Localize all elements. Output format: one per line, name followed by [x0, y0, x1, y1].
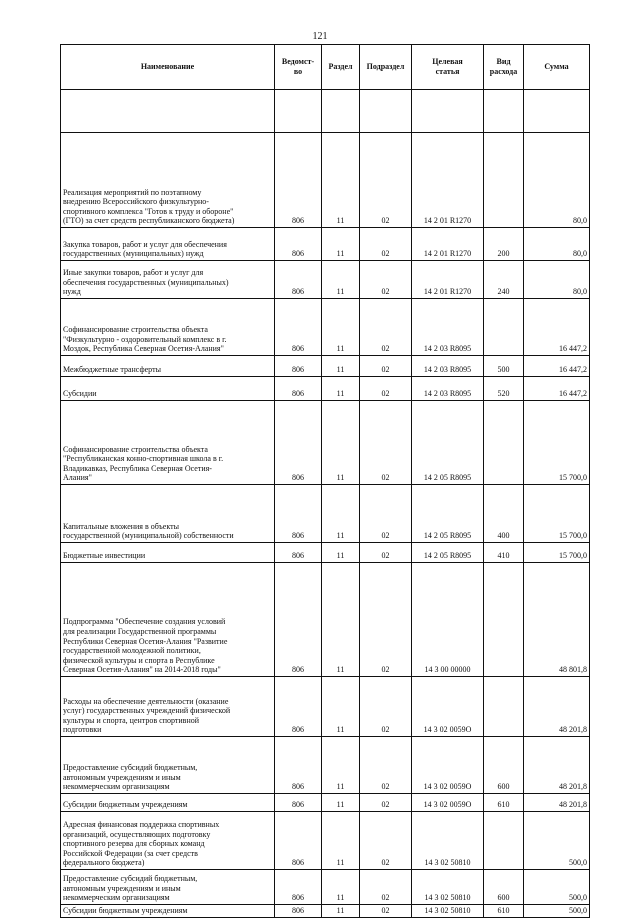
table-row: [61, 356, 590, 377]
row-subsection: 02: [360, 356, 412, 377]
row-department: 806: [275, 299, 322, 356]
row-name: Реализация мероприятий по поэтапному внедрению Всероссийского физкультурно- спортивного комплекса "Готов к труду и обороне" (ГТО) за счет средств республиканского бюджета): [61, 133, 275, 228]
row-department: 806: [275, 377, 322, 401]
row-subsection: 02: [360, 812, 412, 870]
row-amount: 16 447,2: [524, 299, 590, 356]
row-subsection: 02: [360, 228, 412, 261]
row-subsection: 02: [360, 261, 412, 299]
table-row: [61, 812, 590, 870]
row-target: 14 2 05 R8095: [412, 485, 484, 543]
row-section: 11: [322, 485, 360, 543]
row-department: 806: [275, 794, 322, 812]
header-amount: Сумма: [524, 45, 590, 90]
row-department: 806: [275, 401, 322, 485]
table-row: [61, 377, 590, 401]
row-expense-type: 200: [484, 228, 524, 261]
row-subsection: 02: [360, 485, 412, 543]
row-name: Предоставление субсидий бюджетным, автономным учреждениям и иным некоммерческим организациям: [61, 870, 275, 905]
row-target: 14 2 03 R8095: [412, 299, 484, 356]
table-header-row: [61, 45, 590, 90]
table-row: [61, 401, 590, 485]
row-department: 806: [275, 677, 322, 737]
row-subsection: 02: [360, 905, 412, 918]
table-row: [61, 228, 590, 261]
table-row: [61, 299, 590, 356]
row-name: Софинансирование строительства объекта "Республиканская конно-спортивная школа в г. Владикавказ, Республика Северная Осетия- Алания": [61, 401, 275, 485]
row-department: 806: [275, 261, 322, 299]
row-name: Субсидии: [61, 377, 275, 401]
row-amount: 15 700,0: [524, 543, 590, 563]
row-expense-type: 500: [484, 356, 524, 377]
row-expense-type: 610: [484, 794, 524, 812]
row-amount: 80,0: [524, 228, 590, 261]
table-row: [61, 133, 590, 228]
row-expense-type: [484, 299, 524, 356]
row-amount: 500,0: [524, 870, 590, 905]
row-target: 14 2 01 R1270: [412, 261, 484, 299]
spacer-row: [61, 90, 590, 133]
row-expense-type: [484, 677, 524, 737]
table-row: [61, 677, 590, 737]
row-expense-type: 600: [484, 870, 524, 905]
budget-table: [60, 44, 590, 918]
row-amount: 48 201,8: [524, 737, 590, 794]
header-department: Ведомст- во: [275, 45, 322, 90]
row-department: 806: [275, 870, 322, 905]
table-row: [61, 905, 590, 918]
row-amount: 15 700,0: [524, 485, 590, 543]
row-section: 11: [322, 794, 360, 812]
row-department: 806: [275, 485, 322, 543]
table-row: [61, 543, 590, 563]
row-department: 806: [275, 737, 322, 794]
row-amount: 48 201,8: [524, 677, 590, 737]
row-target: 14 2 01 R1270: [412, 228, 484, 261]
row-subsection: 02: [360, 401, 412, 485]
row-expense-type: 610: [484, 905, 524, 918]
row-target: 14 3 02 0059О: [412, 737, 484, 794]
row-expense-type: [484, 133, 524, 228]
row-name: Закупка товаров, работ и услуг для обеспечения государственных (муниципальных) нужд: [61, 228, 275, 261]
row-amount: 80,0: [524, 133, 590, 228]
table-row: [61, 737, 590, 794]
row-target: 14 2 03 R8095: [412, 377, 484, 401]
row-department: 806: [275, 228, 322, 261]
table-row: [61, 261, 590, 299]
row-expense-type: 400: [484, 485, 524, 543]
row-target: 14 3 02 50810: [412, 870, 484, 905]
row-amount: 500,0: [524, 812, 590, 870]
row-section: 11: [322, 563, 360, 677]
row-expense-type: 410: [484, 543, 524, 563]
row-amount: 15 700,0: [524, 401, 590, 485]
row-section: 11: [322, 356, 360, 377]
row-section: 11: [322, 133, 360, 228]
row-section: 11: [322, 870, 360, 905]
row-target: 14 3 02 50810: [412, 812, 484, 870]
row-expense-type: 600: [484, 737, 524, 794]
row-expense-type: 240: [484, 261, 524, 299]
row-amount: 48 801,8: [524, 563, 590, 677]
row-department: 806: [275, 905, 322, 918]
row-section: 11: [322, 905, 360, 918]
table-body: [61, 90, 590, 918]
table-row: [61, 563, 590, 677]
row-section: 11: [322, 228, 360, 261]
row-target: 14 3 02 0059О: [412, 794, 484, 812]
row-expense-type: [484, 563, 524, 677]
row-name: Иные закупки товаров, работ и услуг для обеспечения государственных (муниципальных) нужд: [61, 261, 275, 299]
row-department: 806: [275, 133, 322, 228]
row-expense-type: [484, 401, 524, 485]
row-department: 806: [275, 356, 322, 377]
row-section: 11: [322, 401, 360, 485]
row-target: 14 3 00 00000: [412, 563, 484, 677]
row-expense-type: 520: [484, 377, 524, 401]
row-subsection: 02: [360, 543, 412, 563]
row-department: 806: [275, 543, 322, 563]
row-name: Предоставление субсидий бюджетным, автономным учреждениям и иным некоммерческим организациям: [61, 737, 275, 794]
row-name: Субсидии бюджетным учреждениям: [61, 794, 275, 812]
row-amount: 500,0: [524, 905, 590, 918]
row-department: 806: [275, 812, 322, 870]
row-section: 11: [322, 543, 360, 563]
row-section: 11: [322, 677, 360, 737]
page-number: 121: [312, 31, 328, 42]
row-target: 14 3 02 50810: [412, 905, 484, 918]
header-name: Наименование: [61, 45, 275, 90]
row-name: Подпрограмма "Обеспечение создания условий для реализации Государственной программы Республики Северная Осетия-Алания "Развитие государственной молодежной политики, физической культуры и спорта в Республике Северная Осетия-Алания" на 2014-2018 годы": [61, 563, 275, 677]
row-amount: 80,0: [524, 261, 590, 299]
row-target: 14 2 05 R8095: [412, 401, 484, 485]
row-name: Бюджетные инвестиции: [61, 543, 275, 563]
row-section: 11: [322, 737, 360, 794]
row-name: Расходы на обеспечение деятельности (оказание услуг) государственных учреждений физической культуры и спорта, центров спортивной подготовки: [61, 677, 275, 737]
row-amount: 16 447,2: [524, 356, 590, 377]
row-section: 11: [322, 812, 360, 870]
row-subsection: 02: [360, 737, 412, 794]
table-row: [61, 485, 590, 543]
row-expense-type: [484, 812, 524, 870]
row-subsection: 02: [360, 133, 412, 228]
header-section: Раздел: [322, 45, 360, 90]
table-row: [61, 794, 590, 812]
row-name: Межбюджетные трансферты: [61, 356, 275, 377]
row-subsection: 02: [360, 377, 412, 401]
row-name: Субсидии бюджетным учреждениям: [61, 905, 275, 918]
row-subsection: 02: [360, 677, 412, 737]
row-target: 14 2 03 R8095: [412, 356, 484, 377]
row-section: 11: [322, 261, 360, 299]
row-target: 14 3 02 0059О: [412, 677, 484, 737]
row-section: 11: [322, 299, 360, 356]
row-subsection: 02: [360, 563, 412, 677]
row-subsection: 02: [360, 870, 412, 905]
header-subsection: Подраздел: [360, 45, 412, 90]
row-amount: 16 447,2: [524, 377, 590, 401]
row-target: 14 2 05 R8095: [412, 543, 484, 563]
table-row: [61, 870, 590, 905]
header-target: Целевая статья: [412, 45, 484, 90]
row-name: Капитальные вложения в объекты государственной (муниципальной) собственности: [61, 485, 275, 543]
row-section: 11: [322, 377, 360, 401]
row-subsection: 02: [360, 299, 412, 356]
row-department: 806: [275, 563, 322, 677]
header-expense-type: Вид расхода: [484, 45, 524, 90]
row-target: 14 2 01 R1270: [412, 133, 484, 228]
row-subsection: 02: [360, 794, 412, 812]
row-name: Софинансирование строительства объекта "Физкультурно - оздоровительный комплекс в г. Моздок, Республика Северная Осетия-Алания": [61, 299, 275, 356]
row-amount: 48 201,8: [524, 794, 590, 812]
row-name: Адресная финансовая поддержка спортивных организаций, осуществляющих подготовку спортивного резерва для сборных команд Российской Федерации (за счет средств федерального бюджета): [61, 812, 275, 870]
